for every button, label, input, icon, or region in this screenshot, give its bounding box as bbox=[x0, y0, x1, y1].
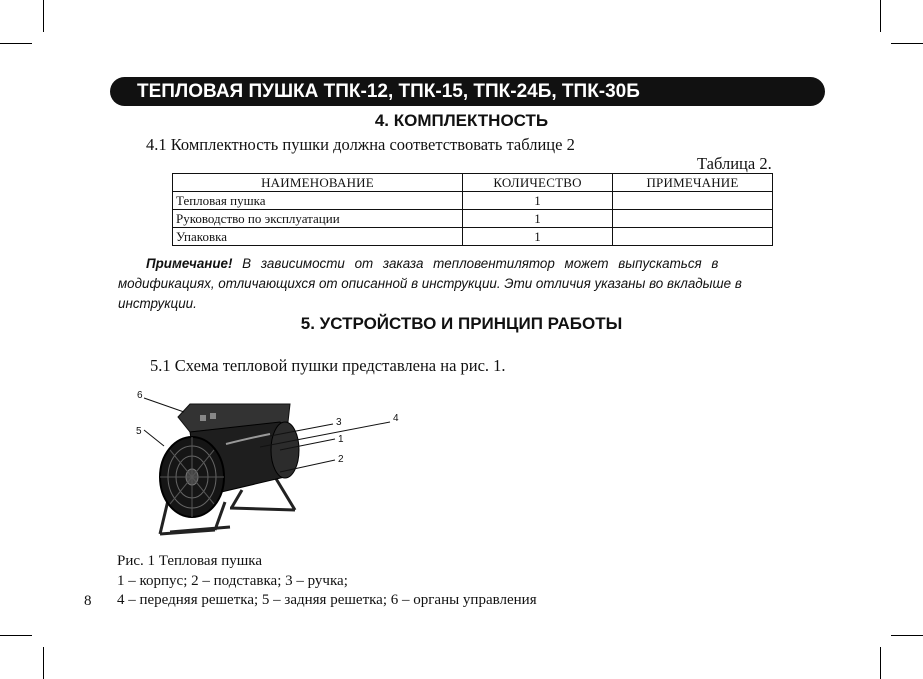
note-label: Примечание! bbox=[146, 256, 233, 271]
callout-3: 3 bbox=[336, 417, 342, 428]
cell-quantity: 1 bbox=[463, 192, 613, 210]
cell-note bbox=[613, 192, 773, 210]
crop-mark bbox=[891, 635, 923, 636]
table-row bbox=[173, 192, 773, 210]
note-text-line-2: модификациях, отличающихся от описанной в инструкции. Эти отличия указаны во вкладыше в bbox=[118, 276, 742, 291]
table-row bbox=[173, 228, 773, 246]
crop-mark bbox=[0, 43, 32, 44]
cell-quantity: 1 bbox=[463, 228, 613, 246]
column-header-note: ПРИМЕЧАНИЕ bbox=[613, 174, 773, 192]
cell-note bbox=[613, 210, 773, 228]
cell-quantity: 1 bbox=[463, 210, 613, 228]
column-header-quantity: КОЛИЧЕСТВО bbox=[463, 174, 613, 192]
table-header-row bbox=[173, 174, 773, 192]
crop-mark bbox=[43, 0, 44, 32]
leader-line-5 bbox=[144, 430, 164, 446]
heat-gun-figure bbox=[130, 382, 415, 542]
section-5-title: 5. УСТРОЙСТВО И ПРИНЦИП РАБОТЫ bbox=[300, 314, 623, 333]
column-header-name: НАИМЕНОВАНИЕ bbox=[173, 174, 463, 192]
crop-mark bbox=[880, 0, 881, 32]
cell-name: Руководство по эксплуатации bbox=[173, 210, 463, 228]
control-knob-1 bbox=[200, 415, 206, 421]
table-row bbox=[173, 210, 773, 228]
callout-6: 6 bbox=[137, 390, 143, 401]
body-rear-end bbox=[271, 422, 299, 478]
crop-mark bbox=[891, 43, 923, 44]
equipment-table bbox=[172, 173, 773, 246]
figure-legend-line-1: 1 – корпус; 2 – подставка; 3 – ручка; bbox=[117, 573, 348, 589]
figure-caption: Рис. 1 Тепловая пушка bbox=[117, 553, 263, 569]
cell-name: Упаковка bbox=[173, 228, 463, 246]
crop-mark bbox=[43, 647, 44, 679]
cell-name: Тепловая пушка bbox=[173, 192, 463, 210]
figure-legend-line-2: 4 – передняя решетка; 5 – задняя решетка; 6 – органы управления bbox=[117, 592, 537, 608]
leader-line-6 bbox=[144, 398, 184, 412]
note-block bbox=[118, 254, 848, 314]
callout-2: 2 bbox=[338, 454, 344, 465]
header-banner: ТЕПЛОВАЯ ПУШКА ТПК-12, ТПК-15, ТПК-24Б, ТПК-30Б bbox=[110, 77, 825, 106]
section-4-paragraph: 4.1 Комплектность пушки должна соответствовать таблице 2 bbox=[146, 135, 575, 154]
callout-4: 4 bbox=[393, 413, 399, 424]
page-number: 8 bbox=[84, 593, 92, 609]
callout-1: 1 bbox=[338, 434, 344, 445]
crop-mark bbox=[0, 635, 32, 636]
table-caption: Таблица 2. bbox=[697, 154, 772, 173]
control-knob-2 bbox=[210, 413, 216, 419]
section-5-paragraph: 5.1 Схема тепловой пушки представлена на рис. 1. bbox=[150, 356, 506, 375]
callout-5: 5 bbox=[136, 426, 142, 437]
note-text-line-1: В зависимости от заказа тепловентилятор может выпускаться в bbox=[242, 256, 719, 271]
note-text-line-3: инструкции. bbox=[118, 296, 197, 311]
section-4-title: 4. КОМПЛЕКТНОСТЬ bbox=[374, 111, 549, 130]
cell-note bbox=[613, 228, 773, 246]
crop-mark bbox=[880, 647, 881, 679]
